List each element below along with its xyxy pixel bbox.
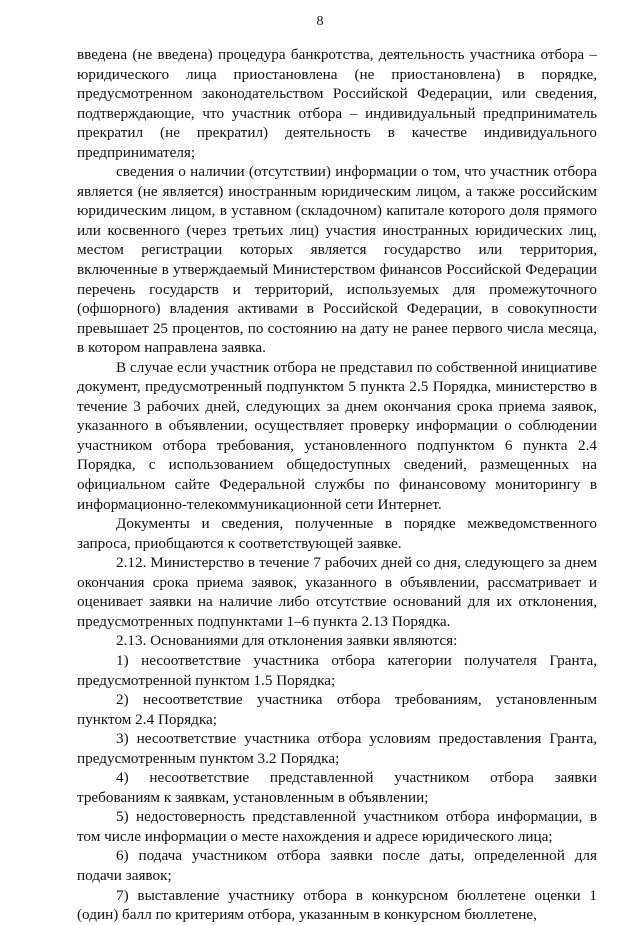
list-item-5: 5) недостоверность представленной участником отбора информации, в том числе информации о месте нахождения и адресе юридического лица; <box>77 808 597 845</box>
paragraph-ministry-check: В случае если участник отбора не представил по собственной инициативе документ, предусмотренный подпунктом 5 пункта 2.5 Порядка, министерство в течение 3 рабочих дней, следующих за днем окончания срока приема заявок, указанного в объявлении, осуществляет проверку информации о соблюдении участником отбора требования, установленного подпунктом 6 пункта 2.4 Порядка, с использованием общедоступных сведений, размещенных на официальном сайте Федеральной службы по финансовому мониторингу в информационно-телекоммуникационной сети Интернет. <box>77 358 597 513</box>
list-item-2: 2) несоответствие участника отбора требованиям, установленным пунктом 2.4 Порядка; <box>77 691 597 728</box>
paragraph-2-12: 2.12. Министерство в течение 7 рабочих дней со дня, следующего за днем окончания срока приема заявок, указанного в объявлении, рассматривает и оценивает заявки на наличие либо отсутствие оснований для их отклонения, предусмотренных подпунктами 1–6 пункта 2.13 Порядка. <box>77 554 597 630</box>
list-item-7: 7) выставление участнику отбора в конкурсном бюллетене оценки 1 (один) балл по критериям отбора, указанным в конкурсном бюллетене, <box>77 886 597 924</box>
page-number: 8 <box>316 14 324 29</box>
list-item-1: 1) несоответствие участника отбора категории получателя Гранта, предусмотренной пунктом 1.5 Порядка; <box>77 651 597 689</box>
list-item-3: 3) несоответствие участника отбора условиям предоставления Гранта, предусмотренным пунктом 3.2 Порядка; <box>77 730 597 767</box>
list-item-4: 4) несоответствие представленной участником отбора заявки требованиям к заявкам, установленным в объявлении; <box>77 769 597 806</box>
paragraph-foreign-entity-info: сведения о наличии (отсутствии) информации о том, что участник отбора является (не является) иностранным юридическим лицом, а также российским юридическим лицом, в уставном (складочном) капитале которого доля прямого или косвенного (через третьих лиц) участия иностранных юридических лиц, местом регистрации которых является государство или территория, включенные в утверждаемый Министерством финансов Российской Федерации перечень государств и территорий, используемых для промежуточного (офшорного) владения активами в Российской Федерации, в совокупности превышает 25 процентов, по состоянию на дату не ранее первого числа месяца, в котором направлена заявка. <box>77 163 597 357</box>
paragraph-2-13: 2.13. Основаниями для отклонения заявки являются: <box>116 632 458 650</box>
list-item-6: 6) подача участником отбора заявки после даты, определенной для подачи заявок; <box>77 847 597 884</box>
document-body <box>77 45 597 925</box>
paragraph-continuation: введена (не введена) процедура банкротства, деятельность участника отбора – юридического лица приостановлена (не приостановлена) в порядке, предусмотренном законодательством Российской Федерации, или сведения, подтверждающие, что участник отбора – индивидуальный предприниматель прекратил (не прекратил) деятельность в качестве индивидуального предпринимателя; <box>77 46 597 161</box>
paragraph-interagency-docs: Документы и сведения, полученные в порядке межведомственного запроса, приобщаются к соответствующей заявке. <box>77 515 597 552</box>
